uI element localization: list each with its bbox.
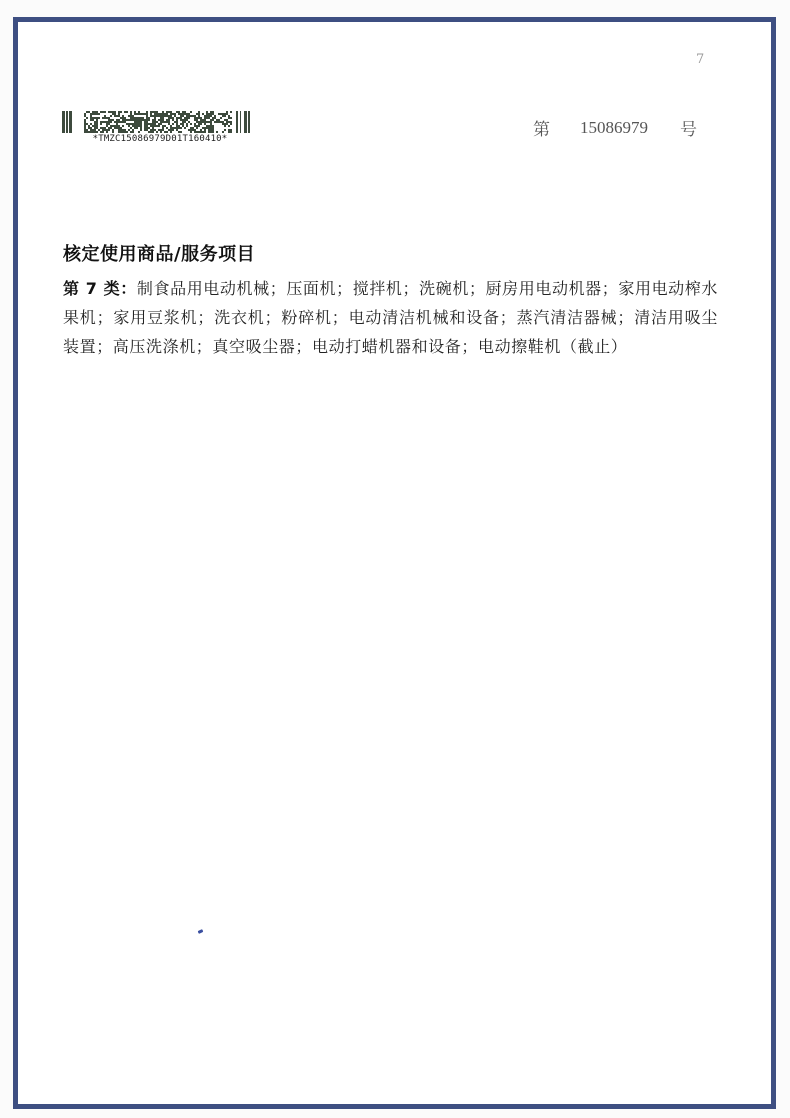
corner-mark: 7 xyxy=(696,52,705,67)
registration-number-line xyxy=(533,115,733,140)
goods-list-paragraph xyxy=(63,274,718,361)
page-border-frame xyxy=(13,17,776,1109)
registration-suffix: 号 xyxy=(680,120,697,140)
goods-items-text: 制食品用电动机械；压面机；搅拌机；洗碗机；厨房用电动机器；家用电动榨水果机；家用豆浆机；洗衣机；粉碎机；电动清洁机械和设备；蒸汽清洁器械；清洁用吸尘装置；高压洗涤机；真空吸尘器；电动打蜡机器和设备；电动擦鞋机（截止） xyxy=(63,279,718,356)
barcode-caption: *TMZC15086979D01T160410* xyxy=(92,134,228,144)
registration-prefix: 第 xyxy=(533,120,550,140)
class-label: 第 7 类： xyxy=(63,279,137,298)
registration-number: 15086979 xyxy=(580,117,648,137)
barcode-icon xyxy=(60,111,260,133)
section-heading: 核定使用商品/服务项目 xyxy=(63,244,256,265)
barcode-block xyxy=(60,111,270,144)
